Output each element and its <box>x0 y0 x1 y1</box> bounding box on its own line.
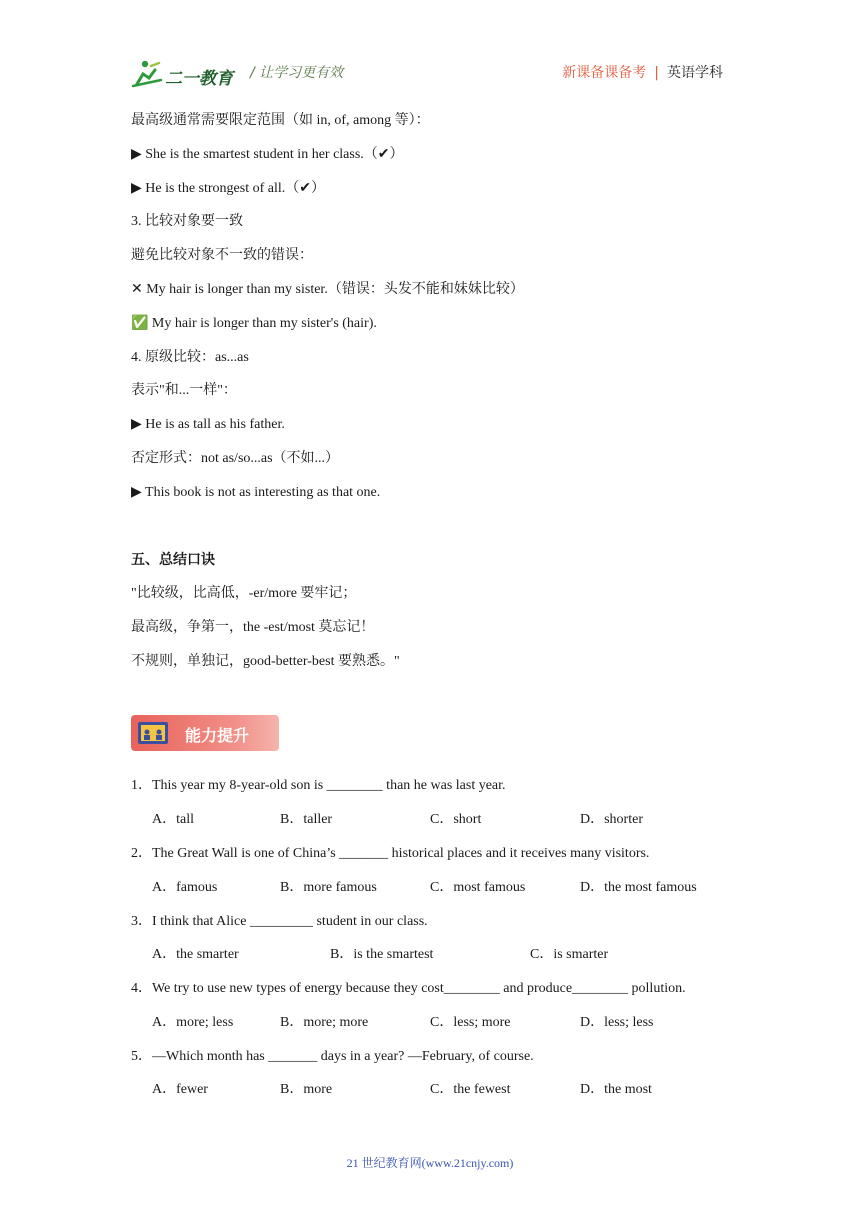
option: C．most famous <box>430 880 526 895</box>
body-line: ✕ My hair is longer than my sister.（错误：头发不能和妹妹比较） <box>131 282 524 297</box>
header-slogan: / 让学习更有效 <box>250 65 344 81</box>
classroom-icon <box>138 722 168 744</box>
section-badge <box>131 715 279 751</box>
option: B．taller <box>280 812 333 827</box>
body-line: ▶ This book is not as interesting as that one. <box>131 485 381 500</box>
option: B．is the smartest <box>330 947 434 962</box>
header-brand: 新课备课备考 <box>562 65 647 81</box>
option: A．tall <box>152 812 194 827</box>
option: D．less; less <box>580 1015 654 1030</box>
option: C．short <box>430 812 482 827</box>
header-right <box>562 62 723 82</box>
section-badge-label: 能力提升 <box>185 726 250 745</box>
header-separator: | <box>654 65 659 81</box>
body-line: 表示"和...一样"： <box>131 383 237 398</box>
question-stem: 1．This year my 8-year-old son is ________ than he was last year. <box>131 778 506 793</box>
question-stem: 4．We try to use new types of energy because they cost________ and produce________ pollution. <box>131 981 686 996</box>
question-stem: 2．The Great Wall is one of China’s _______ historical places and it receives many visitors. <box>131 846 650 861</box>
option: A．famous <box>152 880 218 895</box>
option: C．is smarter <box>530 947 609 962</box>
body-line: 否定形式：not as/so...as（不如...） <box>131 451 340 466</box>
header-subject: 英语学科 <box>667 65 723 81</box>
summary-line: 最高级，争第一，the -est/most 莫忘记！ <box>131 620 375 635</box>
body-line: 最高级通常需要限定范围（如 in, of, among 等）： <box>131 113 430 128</box>
logo-text: 二一教育 <box>165 69 233 89</box>
summary-heading: 五、总结口诀 <box>131 552 215 568</box>
option: C．less; more <box>430 1015 511 1030</box>
page-footer: 21 世纪教育网(www.21cnjy.com) <box>346 1156 514 1170</box>
body-line: 4. 原级比较：as...as <box>131 350 249 365</box>
option: D．shorter <box>580 812 643 827</box>
summary-line: 不规则，单独记，good-better-best 要熟悉。" <box>131 654 400 669</box>
option: D．the most <box>580 1082 652 1097</box>
option: A．fewer <box>152 1082 208 1097</box>
body-line: 3. 比较对象要一致 <box>131 214 243 229</box>
body-line: 避免比较对象不一致的错误： <box>131 248 313 263</box>
option: B．more <box>280 1082 333 1097</box>
option: D．the most famous <box>580 880 697 895</box>
option: C．the fewest <box>430 1082 511 1097</box>
body-line: ▶ She is the smartest student in her class.（✔） <box>131 147 404 162</box>
question-stem: 5．—Which month has _______ days in a year? —February, of course. <box>131 1049 534 1064</box>
body-line: ✅ My hair is longer than my sister's (hair). <box>131 316 377 331</box>
option: A．the smarter <box>152 947 239 962</box>
body-line: ▶ He is as tall as his father. <box>131 417 285 432</box>
summary-line: "比较级，比高低，-er/more 要牢记； <box>131 586 357 601</box>
body-line: ▶ He is the strongest of all.（✔） <box>131 181 325 196</box>
question-stem: 3．I think that Alice _________ student in our class. <box>131 914 428 929</box>
site-logo <box>131 58 243 90</box>
option: B．more famous <box>280 880 377 895</box>
option: B．more; more <box>280 1015 369 1030</box>
option: A．more; less <box>152 1015 234 1030</box>
